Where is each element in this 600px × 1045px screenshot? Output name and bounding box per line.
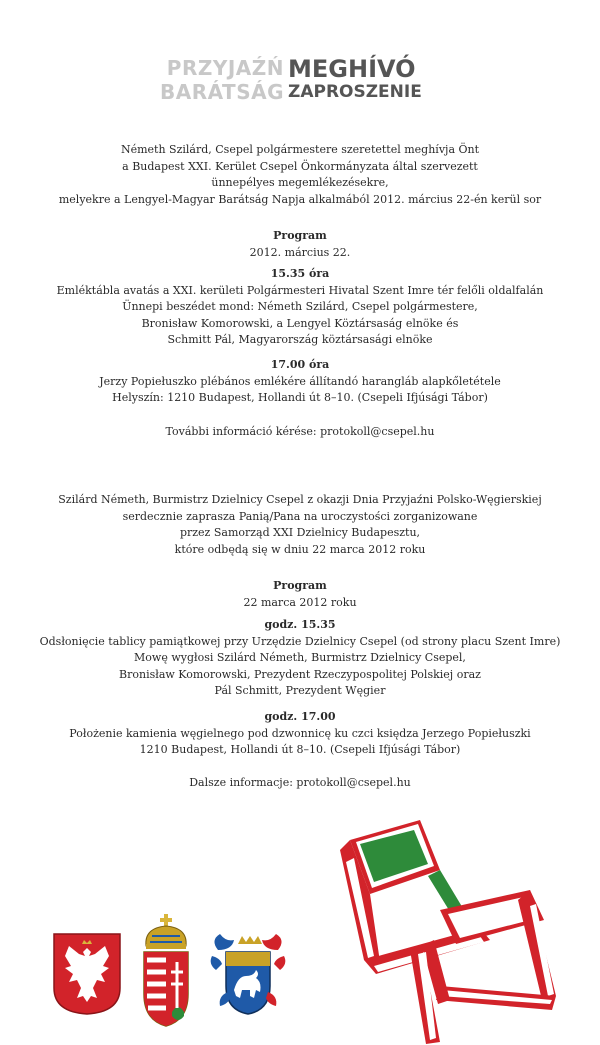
program-date: 2012. március 22. [249, 245, 351, 259]
text-line: Emléktábla avatás a XXI. kerületi Polgármesteri Hivatal Szent Imre tér felőli oldalfalán [56, 283, 544, 297]
text-line: ünnepélyes megemlékezésekre, [211, 176, 389, 189]
text-line: melyekre a Lengyel-Magyar Barátság Napja alkalmából 2012. március 22-én kerül sor [58, 192, 542, 206]
friendship-title [160, 56, 284, 104]
friendship-title-hungarian: BARÁTSÁG [160, 80, 284, 104]
polish-intro [0, 492, 600, 558]
hungarian-event-2 [0, 357, 600, 407]
event-time: 15.35 óra [270, 267, 330, 280]
text-line: Helyszín: 1210 Budapest, Hollandi út 8–10. (Csepeli Ifjúsági Tábor) [112, 391, 488, 404]
hungarian-event-1 [0, 266, 600, 349]
hungarian-intro [0, 142, 600, 208]
program-date: 22 marca 2012 roku [243, 595, 357, 609]
contact-info: Dalsze informacje: protokoll@csepel.hu [189, 776, 411, 789]
polish-eagle-crest-icon [52, 932, 122, 1016]
contact-info: További információ kérése: protokoll@csepel.hu [165, 425, 435, 438]
hungarian-program-header [0, 228, 600, 261]
polish-program-header [0, 578, 600, 611]
red-white-green-ribbon-graphic [330, 810, 570, 1045]
program-heading: Program [273, 579, 327, 592]
text-line: Mowę wygłosi Szilárd Németh, Burmistrz Dzielnicy Csepel, [134, 651, 466, 664]
text-line: serdecznie zaprasza Panią/Pana na uroczystości zorganizowane [122, 509, 478, 523]
invitation-title-polish: ZAPROSZENIE [288, 82, 422, 102]
invitation-title-hungarian: MEGHÍVÓ [288, 55, 416, 83]
friendship-title-polish: PRZYJAŹŃ [166, 56, 284, 80]
text-line: przez Samorząd XXI Dzielnicy Budapesztu, [179, 526, 421, 539]
text-line: a Budapest XXI. Kerület Csepel Önkormányzata által szervezett [122, 159, 478, 173]
text-line: Németh Szilárd, Csepel polgármestere szeretettel meghívja Önt [120, 143, 480, 156]
csepel-coat-of-arms-icon [208, 930, 288, 1018]
text-line: Schmitt Pál, Magyarország köztársasági elnöke [167, 333, 433, 346]
text-line: Ünnepi beszédet mond: Németh Szilárd, Csepel polgármestere, [122, 300, 478, 313]
text-line: Jerzy Popiełuszko plébános emlékére állítandó harangláb alapkőletétele [99, 374, 501, 388]
event-time: godz. 15.35 [264, 618, 336, 631]
text-line: Odsłonięcie tablicy pamiątkowej przy Urzędzie Dzielnicy Csepel (od strony placu Szent Imre) [39, 634, 561, 648]
text-line: 1210 Budapest, Hollandi út 8–10. (Csepeli Ifjúsági Tábor) [139, 743, 461, 756]
hungarian-coat-of-arms-icon [138, 912, 194, 1028]
text-line: Bronisław Komorowski, Prezydent Rzeczypospolitej Polskiej oraz [119, 667, 481, 681]
text-line: Położenie kamienia węgielnego pod dzwonnicę ku czci księdza Jerzego Popiełuszki [69, 726, 531, 740]
text-line: które odbędą się w dniu 22 marca 2012 roku [174, 542, 426, 556]
event-time: godz. 17.00 [264, 710, 336, 723]
program-heading: Program [273, 229, 327, 242]
polish-event-2 [0, 709, 600, 759]
text-line: Szilárd Németh, Burmistrz Dzielnicy Csepel z okazji Dnia Przyjaźni Polsko-Węgierskiej [58, 493, 542, 506]
polish-event-1 [0, 617, 600, 700]
event-time: 17.00 óra [270, 358, 330, 371]
invitation-header [0, 56, 600, 106]
polish-info [0, 775, 600, 792]
text-line: Bronisław Komorowski, a Lengyel Köztársaság elnöke és [141, 316, 459, 330]
hungarian-info [0, 424, 600, 441]
text-line: Pál Schmitt, Prezydent Węgier [214, 684, 386, 697]
